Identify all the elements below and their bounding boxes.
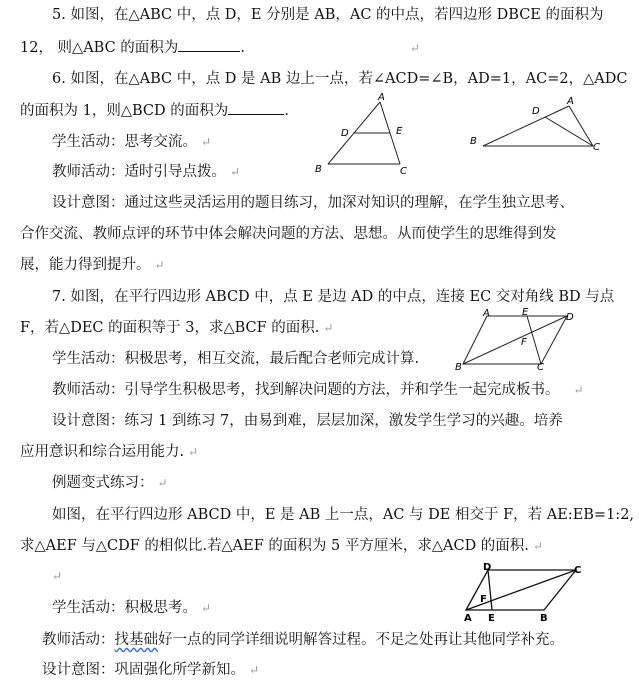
fig3-label-d: D	[566, 312, 574, 323]
fig1-label-c: C	[400, 166, 407, 177]
student-activity-1: 学生活动：思考交流。 ↵	[52, 134, 212, 150]
student-activity-2: 学生活动：积极思考，相互交流，最后配合老师完成计算.	[52, 351, 420, 367]
fig3-label-e: E	[522, 308, 529, 318]
student-activity-3: 学生活动：积极思考。 ↵	[52, 600, 212, 616]
fig4-label-f: F	[480, 594, 487, 605]
q5-answer-blank	[178, 37, 240, 52]
variant-line2: 求△AEF 与△CDF 的相似比.若△AEF 的面积为 5 平方厘米，求△ACD 的面积. ↵	[20, 538, 543, 554]
spellcheck-underlined-text: 找基础	[114, 632, 158, 648]
design-intent-1-line2: 合作交流、教师点评的环节中体会解决问题的方法、思想。从而使学生的思维得到发	[20, 226, 557, 242]
fig4-label-b: B	[540, 613, 548, 622]
figure-parallelogram-variant	[460, 560, 595, 622]
q5-line1: 5. 如图，在△ABC 中，点 D，E 分别是 AB，AC 的中点，若四边形 DBCE 的面积为	[52, 7, 604, 23]
figure-parallelogram-q7	[455, 308, 583, 370]
fig4-label-d: D	[483, 562, 492, 573]
empty-paragraph: ↵	[52, 569, 63, 583]
design-intent-3: 设计意图：巩固强化所学新知。 ↵	[42, 662, 260, 678]
q7-line1: 7. 如图，在平行四边形 ABCD 中，点 E 是边 AD 的中点，连接 EC 交对角线 BD 与点	[52, 289, 615, 305]
teacher-activity-1: 教师活动：适时引导点拨。 ↵	[52, 164, 241, 180]
q6-line2: 的面积为 1，则△BCD 的面积为 .	[20, 100, 289, 121]
q7-line2: F，若△DEC 的面积等于 3，求△BCF 的面积. ↵	[20, 320, 334, 336]
teacher-activity-2: 教师活动：引导学生积极思考，找到解决问题的方法，并和学生一起完成板书。 ↵	[52, 382, 584, 398]
design-intent-2-line2: 应用意识和综合运用能力. ↵	[20, 444, 199, 460]
fig3-label-b: B	[455, 362, 462, 370]
fig2-label-c: C	[593, 142, 600, 153]
fig3-label-c: C	[537, 362, 544, 370]
q6-line1: 6. 如图，在△ABC 中，点 D 是 AB 边上一点，若∠ACD=∠B，AD=1，AC=2，△ADC	[52, 71, 628, 87]
fig3-label-f: F	[521, 337, 527, 348]
fig1-label-b: B	[315, 164, 322, 175]
q5-line2: 12， 则△ABC 的面积为 . ↵	[20, 37, 420, 58]
variant-heading: 例题变式练习： ↵	[52, 475, 168, 491]
teacher-activity-3: 教师活动：找基础好一点的同学详细说明解答过程。不足之处再让其他同学补充。	[42, 632, 564, 648]
figure-triangle-abc-d	[465, 92, 605, 154]
fig4-label-c: C	[574, 565, 582, 576]
q6-answer-blank	[228, 100, 284, 115]
fig3-label-a: A	[483, 308, 490, 319]
variant-line1: 如图，在平行四边形 ABCD 中，E 是 AB 上一点，AC 与 DE 相交于 F，若 AE:EB=1:2,	[52, 507, 635, 523]
fig2-label-b: B	[470, 136, 477, 147]
fig1-label-e: E	[396, 126, 403, 137]
figure-triangle-abc-de	[310, 90, 420, 178]
design-intent-1-line3: 展，能力得到提升。 ↵	[20, 257, 165, 273]
fig4-label-e: E	[488, 613, 495, 622]
design-intent-1-line1: 设计意图：通过这些灵活运用的题目练习，加深对知识的理解，在学生独立思考、	[52, 195, 574, 211]
fig1-label-a: A	[378, 92, 385, 103]
design-intent-2-line1: 设计意图：练习 1 到练习 7，由易到难，层层加深，激发学生学习的兴趣。培养	[52, 413, 563, 429]
fig2-label-a: A	[567, 96, 574, 107]
fig4-label-a: A	[464, 613, 472, 622]
fig1-label-d: D	[341, 128, 349, 139]
fig2-label-d: D	[532, 106, 540, 117]
